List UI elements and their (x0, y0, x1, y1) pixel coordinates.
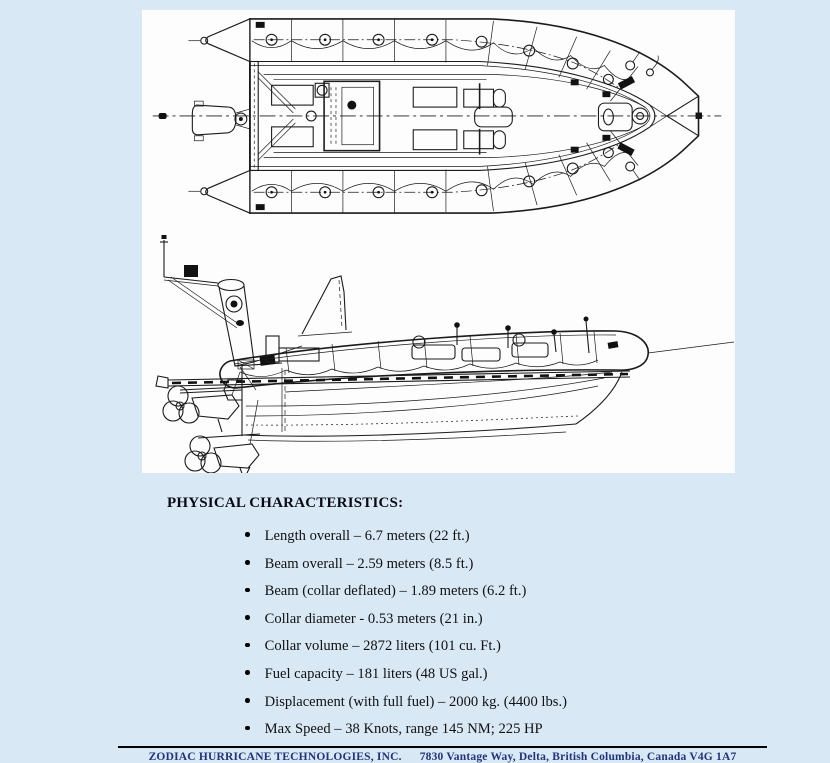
spec-text: Max Speed – 38 Knots, range 145 NM; 225 HP (264, 721, 543, 738)
profile-console-windscreen (298, 276, 352, 336)
spec-text: Collar diameter - 0.53 meters (21 in.) (264, 610, 483, 627)
spec-item-collar-volume (245, 638, 747, 655)
bullet-icon (245, 643, 250, 648)
bullet-icon (245, 588, 250, 593)
boat-plan-view-drawing (142, 10, 735, 220)
section-heading: PHYSICAL CHARACTERISTICS: (167, 495, 404, 511)
spec-text: Collar volume – 2872 liters (101 cu. Ft.) (264, 638, 501, 655)
spec-item-fuel-capacity (245, 666, 747, 683)
footer-company: ZODIAC HURRICANE TECHNOLOGIES, INC. (148, 751, 402, 763)
spec-item-beam-deflated (245, 583, 747, 600)
physical-characteristics-section (167, 494, 747, 749)
bullet-icon (245, 615, 250, 620)
spec-item-displacement (245, 694, 747, 711)
spec-text: Displacement (with full fuel) – 2000 kg. (4400 lbs.) (264, 693, 567, 710)
spec-text: Length overall – 6.7 meters (22 ft.) (264, 528, 470, 544)
spec-text: Fuel capacity – 181 liters (48 US gal.) (264, 665, 488, 682)
bullet-icon (245, 560, 250, 565)
bullet-icon (245, 532, 250, 537)
plan-seats-and-console (272, 81, 648, 154)
plan-outboard-engine (192, 101, 249, 141)
footer (118, 751, 767, 763)
bullet-icon (245, 698, 250, 703)
bullet-icon (245, 670, 250, 675)
spec-item-beam-overall (245, 556, 747, 573)
spec-item-length-overall (245, 528, 747, 545)
spec-item-collar-diameter (245, 611, 747, 628)
boat-profile-view-drawing (142, 220, 735, 473)
boat-drawing-figure (142, 10, 735, 473)
specs-list (167, 528, 747, 738)
profile-seats (266, 317, 618, 363)
bullet-icon (245, 726, 250, 731)
spec-item-max-speed (245, 721, 747, 738)
spec-text: Beam overall – 2.59 meters (8.5 ft.) (264, 555, 474, 572)
footer-address: 7830 Vantage Way, Delta, British Columbia, Canada V4G 1A7 (419, 751, 737, 763)
spec-text: Beam (collar deflated) – 1.89 meters (6.2 ft.) (264, 583, 527, 600)
footer-rule (118, 746, 767, 748)
